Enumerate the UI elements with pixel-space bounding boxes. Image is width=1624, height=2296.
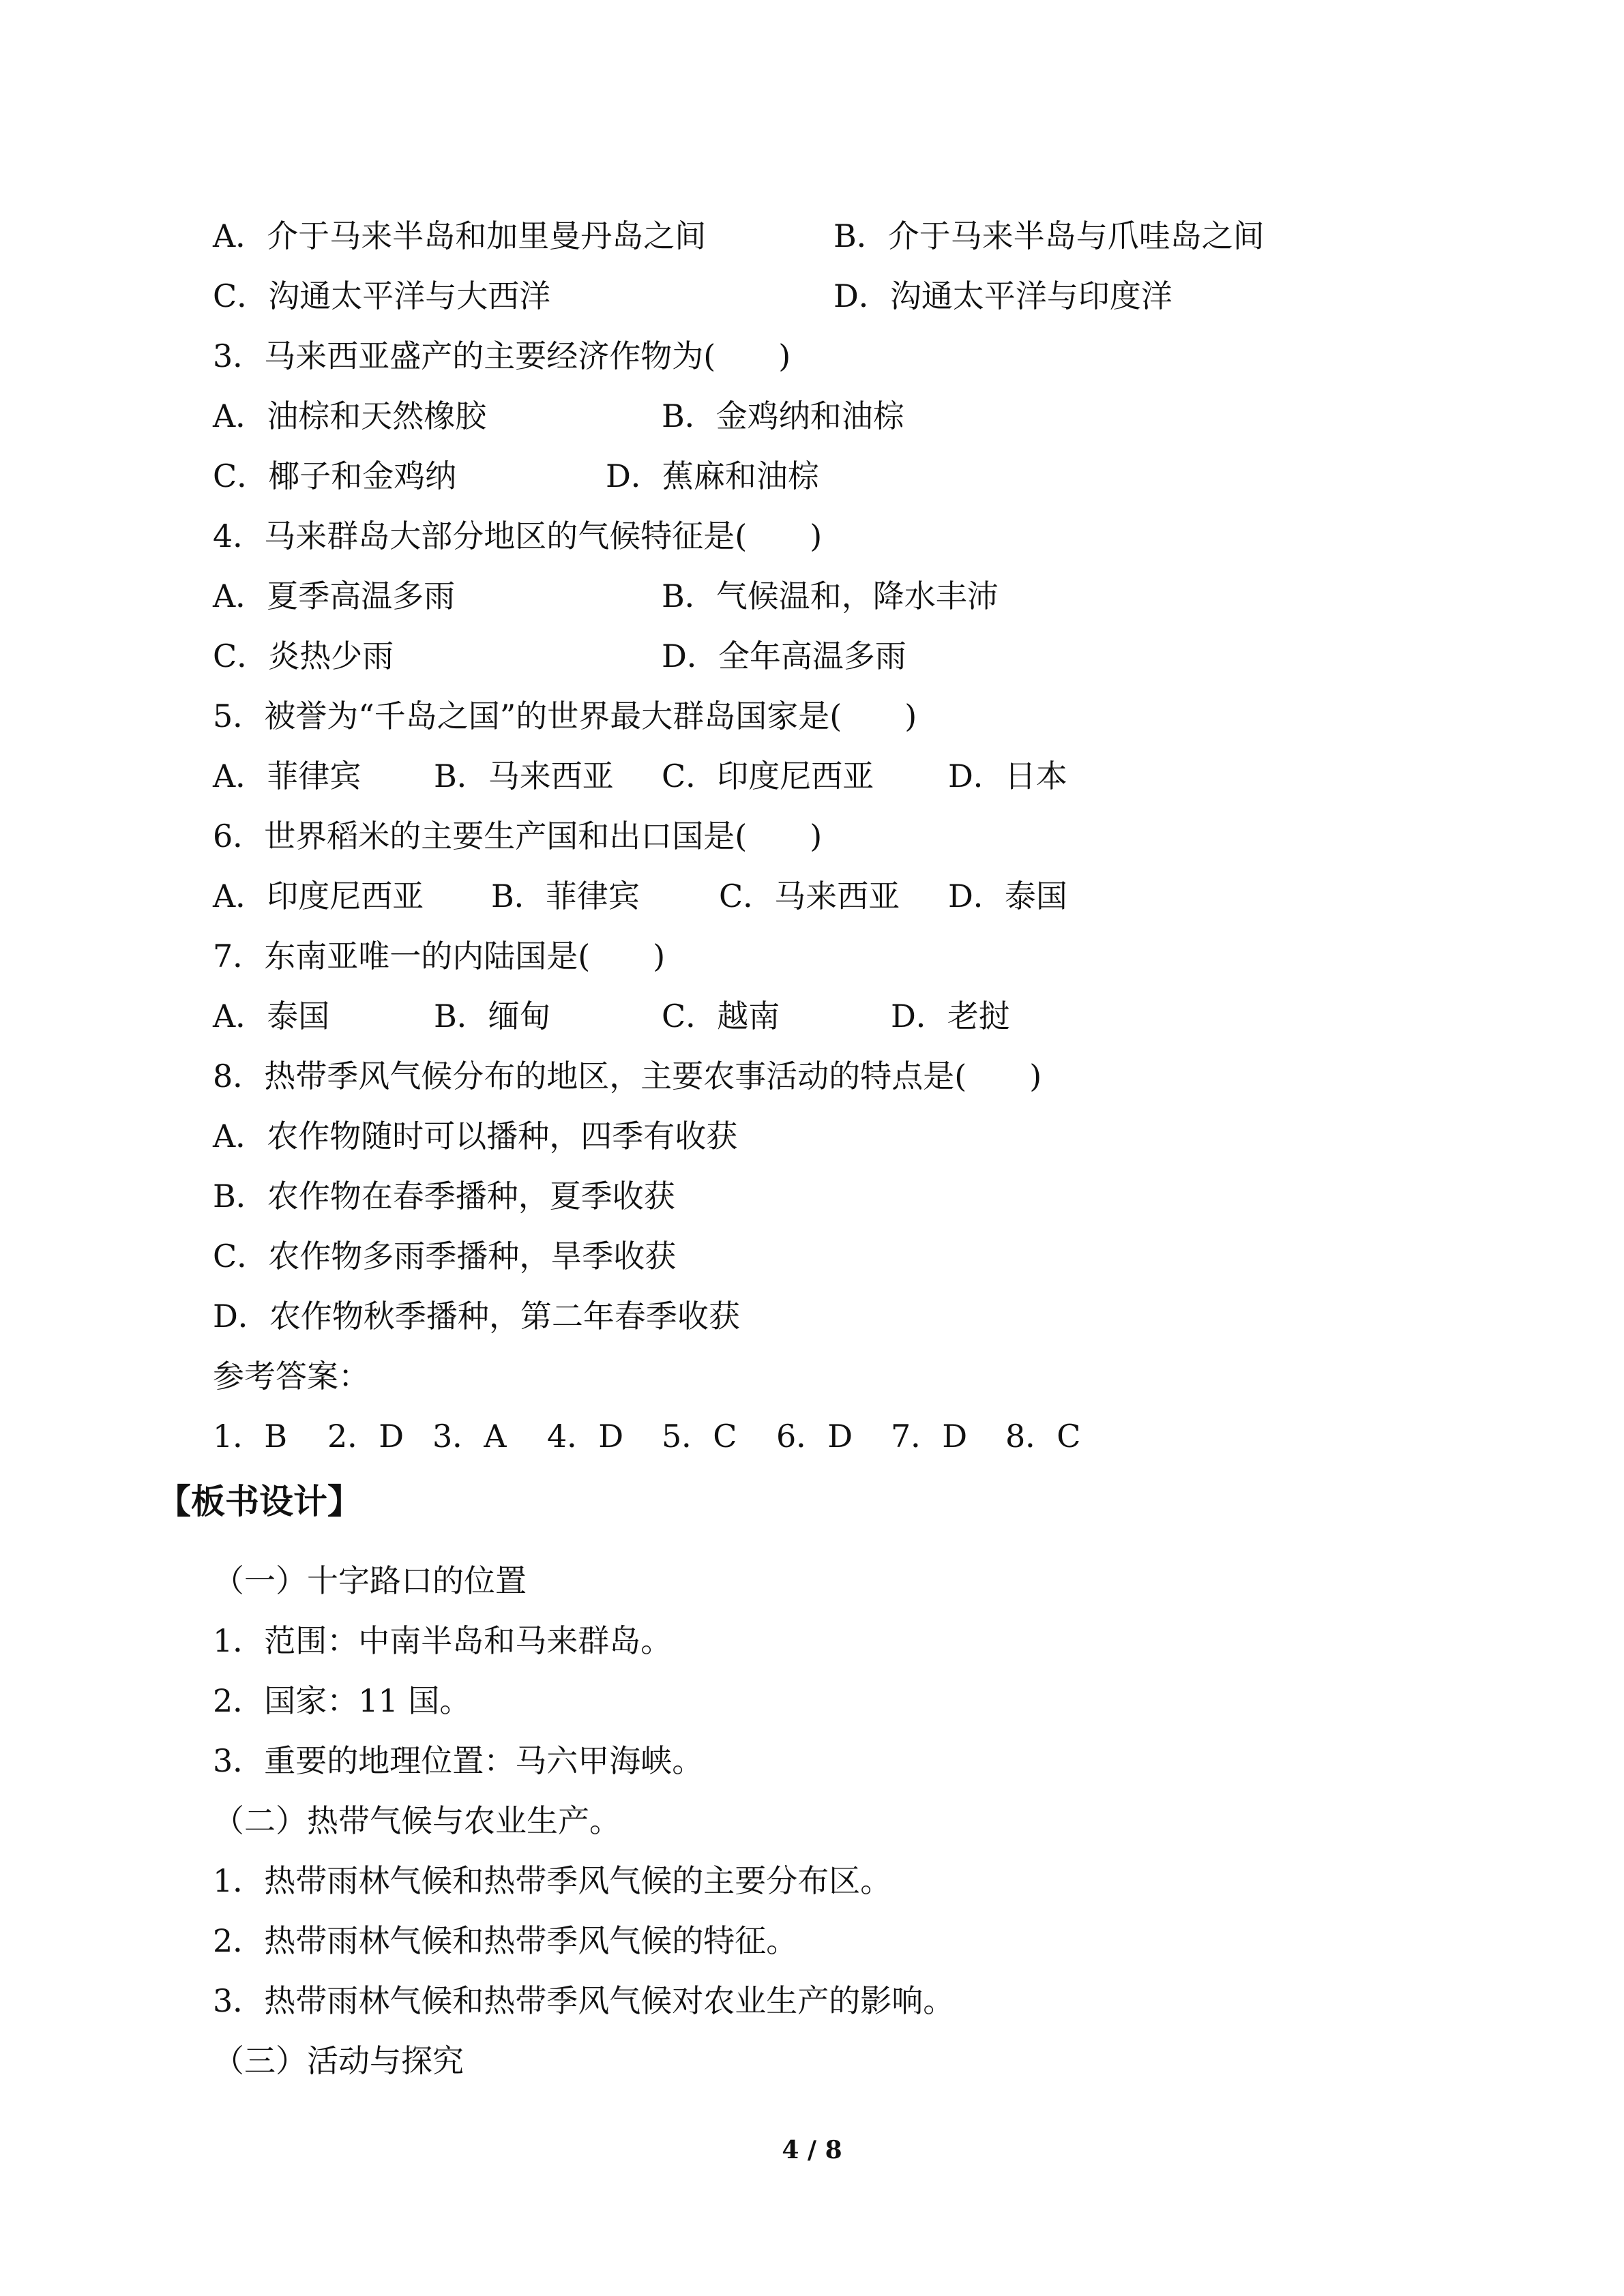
q5-option-b: B．马来西亚 [434,758,614,794]
q2-option-a: A．介于马来半岛和加里曼丹岛之间 [213,218,707,254]
answer-item: 7．D [891,1418,968,1455]
board-section-1-item-1: 1．范围：中南半岛和马来群岛。 [213,1622,673,1659]
board-section-2-item-2: 2．热带雨林气候和热带季风气候的特征。 [213,1922,798,1959]
q6-option-d: D．泰国 [948,878,1067,914]
q4-option-c: C．炎热少雨 [213,638,394,674]
q7-option-a: A．泰国 [213,998,330,1034]
q5-stem: 5．被誉为“千岛之国”的世界最大群岛国家是( ) [213,698,917,734]
board-section-1: （一）十字路口的位置 [213,1562,527,1599]
board-section-3: （三）活动与探究 [213,2042,464,2079]
q4-option-d: D．全年高温多雨 [662,638,906,674]
page-number: 4 / 8 [782,2136,842,2164]
q7-stem: 7．东南亚唯一的内陆国是( ) [213,938,666,974]
board-design-heading: 【板书设计】 [157,1481,361,1521]
q4-option-a: A．夏季高温多雨 [213,578,456,614]
q8-stem: 8．热带季风气候分布的地区，主要农事活动的特点是( ) [213,1058,1042,1094]
q2-option-b: B．介于马来半岛与爪哇岛之间 [833,218,1265,254]
q8-option-c: C．农作物多雨季播种，旱季收获 [213,1238,677,1274]
answer-item: 1．B [213,1418,288,1455]
board-section-1-item-2: 2．国家：11 国。 [213,1682,471,1719]
q5-option-d: D．日本 [948,758,1067,794]
q5-option-c: C．印度尼西亚 [662,758,874,794]
answer-item: 6．D [776,1418,853,1455]
q6-stem: 6．世界稻米的主要生产国和出口国是( ) [213,818,823,854]
board-section-2-item-1: 1．热带雨林气候和热带季风气候的主要分布区。 [213,1862,892,1899]
q4-stem: 4．马来群岛大部分地区的气候特征是( ) [213,518,823,554]
q3-option-b: B．金鸡纳和油棕 [662,398,904,434]
q3-option-a: A．油棕和天然橡胶 [213,398,487,434]
q2-option-d: D．沟通太平洋与印度洋 [833,278,1172,314]
q8-option-d: D．农作物秋季播种，第二年春季收获 [213,1298,740,1335]
board-section-1-item-3: 3．重要的地理位置：马六甲海峡。 [213,1742,704,1779]
answer-item: 4．D [547,1418,624,1455]
q7-option-b: B．缅甸 [434,998,551,1034]
q6-option-b: B．菲律宾 [491,878,640,914]
q7-option-c: C．越南 [662,998,780,1034]
answers-label: 参考答案： [213,1358,370,1395]
q3-option-d: D．蕉麻和油棕 [606,458,819,494]
answer-item: 5．C [662,1418,737,1455]
answer-item: 3．A [432,1418,507,1455]
board-section-2-item-3: 3．热带雨林气候和热带季风气候对农业生产的影响。 [213,1982,955,2019]
q4-option-b: B．气候温和，降水丰沛 [662,578,999,614]
q7-option-d: D．老挝 [891,998,1010,1034]
q2-option-c: C．沟通太平洋与大西洋 [213,278,551,314]
answer-item: 2．D [327,1418,404,1455]
q6-option-c: C．马来西亚 [719,878,900,914]
answer-item: 8．C [1005,1418,1081,1455]
q8-option-a: A．农作物随时可以播种，四季有收获 [213,1118,738,1154]
q8-option-b: B．农作物在春季播种，夏季收获 [213,1178,675,1214]
q3-stem: 3．马来西亚盛产的主要经济作物为( ) [213,338,791,374]
board-section-2: （二）热带气候与农业生产。 [213,1802,621,1839]
q3-option-c: C．椰子和金鸡纳 [213,458,457,494]
q6-option-a: A．印度尼西亚 [213,878,424,914]
q5-option-a: A．菲律宾 [213,758,361,794]
